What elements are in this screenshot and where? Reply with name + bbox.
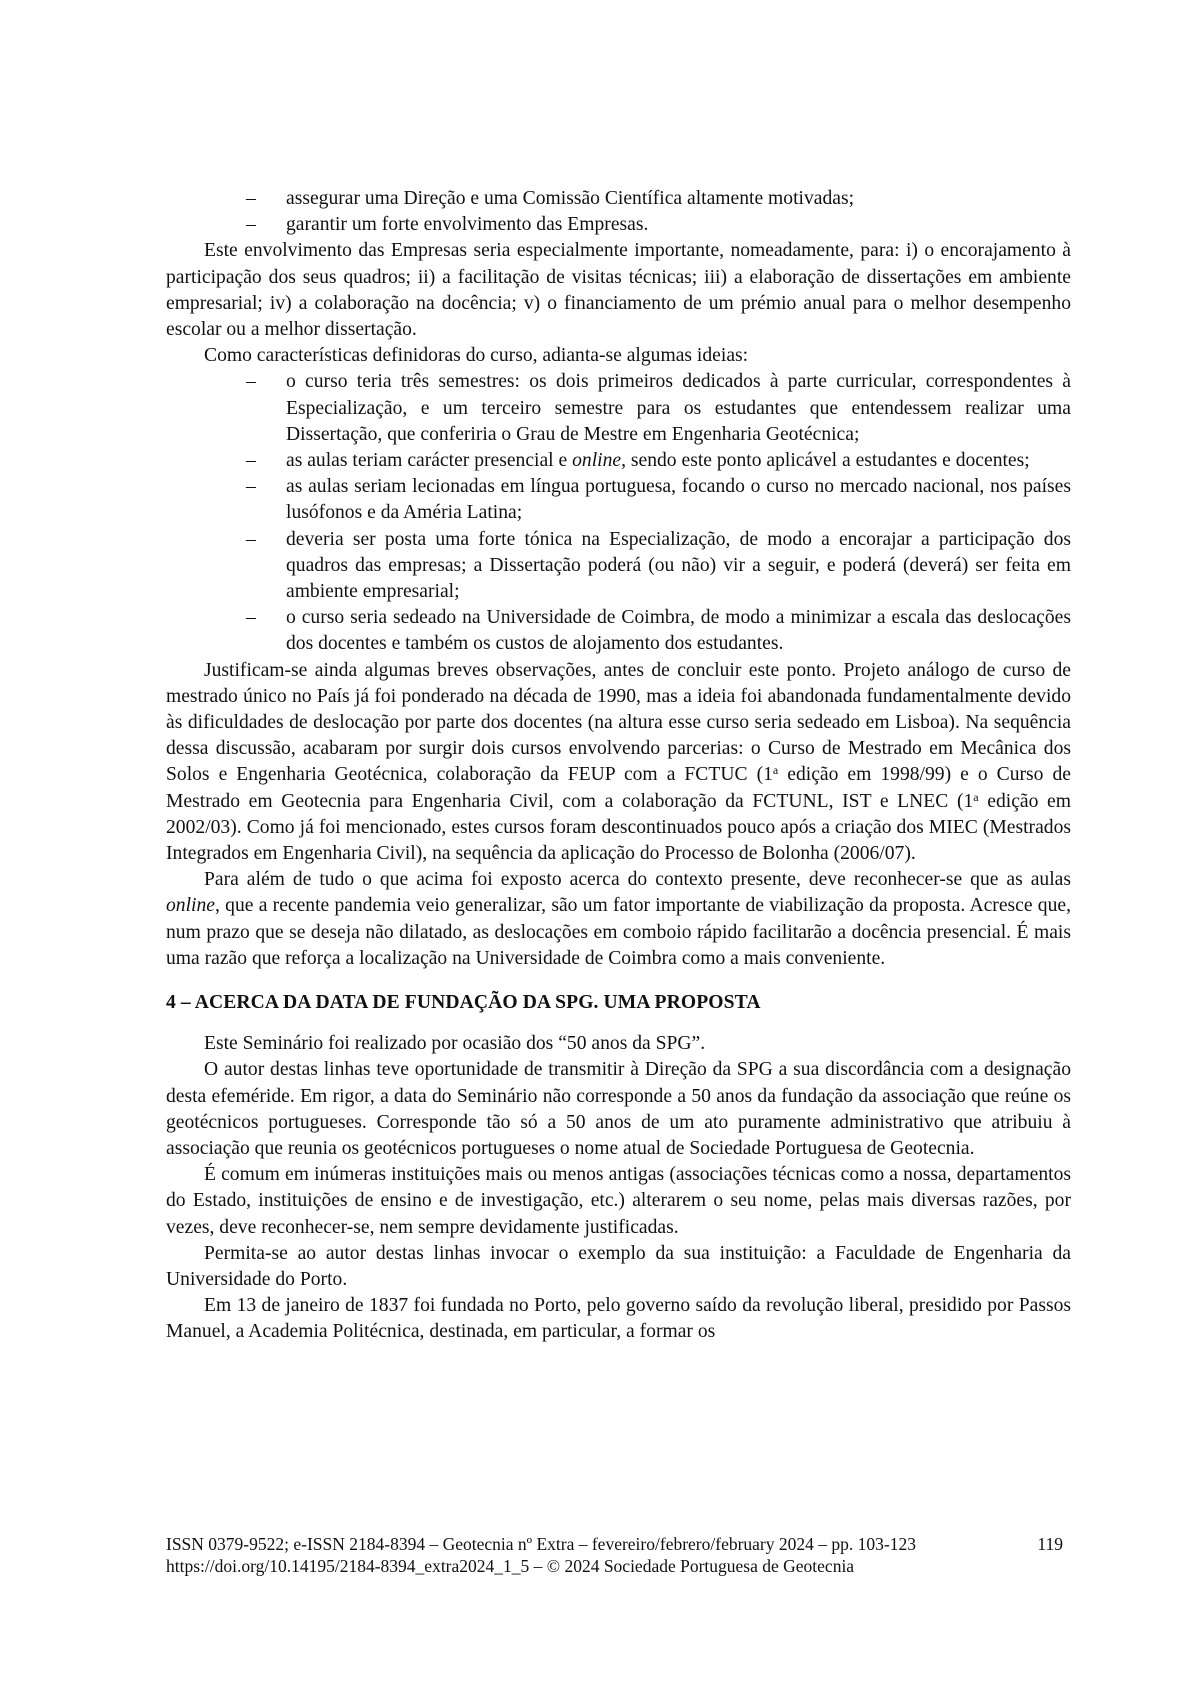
- course-bullet-list: [166, 369, 1071, 657]
- italic-term: online: [572, 450, 622, 472]
- text-part: , que a recente pandemia veio generalizar, são um fator importante de viabilização da proposta. Acresce que, num prazo que se deseja não dilatado, as deslocações em comboio rápido facilitarão a docência presencial. É mais uma razão que reforça a localização na Universidade de Coimbra como a mais conveniente.: [166, 895, 1071, 969]
- paragraph-caracteristicas: Como características definidoras do curso, adianta-se algumas ideias:: [204, 345, 749, 367]
- dash-bullet: –: [246, 371, 256, 393]
- list-item: [166, 186, 1071, 212]
- dash-bullet: –: [246, 214, 256, 236]
- list-item: [166, 212, 1071, 238]
- superscript: a: [772, 763, 779, 778]
- footer-issn: ISSN 0379-9522; e-ISSN 2184-8394 – Geotecnia nº Extra – fevereiro/febrero/february 2024 – pp. 103-123: [166, 1534, 916, 1554]
- paragraph-seminario: Este Seminário foi realizado por ocasião dos “50 anos da SPG”.: [204, 1033, 706, 1055]
- top-bullet-list: [166, 186, 1071, 238]
- bullet-text: as aulas seriam lecionadas em língua portuguesa, focando o curso no mercado nacional, nos países lusófonos e da Améria Latina;: [286, 476, 1071, 524]
- list-item: [166, 527, 1071, 606]
- bullet-text: deveria ser posta uma forte tónica na Especialização, de modo a encorajar a participação dos quadros das empresas; a Dissertação poderá (ou não) vir a seguir, e poderá (deverá) ser feita em ambiente empresarial;: [286, 528, 1071, 603]
- dash-bullet: –: [246, 607, 256, 629]
- paragraph-instituicoes: É comum em inúmeras instituições mais ou menos antigas (associações técnicas como a nossa, departamentos do Estado, instituições de ensino e de investigação, etc.) alterarem o seu nome, pelas mais diversas razões, por vezes, deve reconhecer-se, nem sempre devidamente justificadas.: [166, 1164, 1071, 1238]
- dash-bullet: –: [246, 528, 256, 550]
- list-item: [166, 605, 1071, 657]
- footer-doi: https://doi.org/10.14195/2184-8394_extra2024_1_5 – © 2024 Sociedade Portuguesa de Geotecnia: [166, 1556, 855, 1576]
- superscript: a: [973, 789, 979, 804]
- dash-bullet: –: [246, 188, 256, 209]
- page-body: [166, 186, 1071, 1346]
- text-part: edição em 1998/99) e o Curso de Mestrado em Geotecnia para Engenharia Civil, com a colaboração da FCTUNL, IST e LNEC (1: [166, 764, 1071, 812]
- text-part: edição em 2002/03). Como já foi mencionado, estes cursos foram descontinuados pouco após a criação dos MIEC (Mestrados Integrados em Engenharia Civil), na sequência da aplicação do Processo de Bolonha (2006/07).: [166, 790, 1071, 865]
- page-number: 119: [1037, 1534, 1063, 1554]
- bullet-text-part: , sendo este ponto aplicável a estudantes e docentes;: [621, 450, 1030, 472]
- paragraph-justificam: [166, 658, 1071, 868]
- page-footer: [166, 1533, 1071, 1577]
- list-item: [166, 448, 1071, 474]
- section-heading: 4 – ACERCA DA DATA DE FUNDAÇÃO DA SPG. UMA PROPOSTA: [166, 992, 761, 1014]
- list-item: [166, 369, 1071, 448]
- paragraph-empresas: Este envolvimento das Empresas seria especialmente importante, nomeadamente, para: i) o encorajamento à participação dos seus quadros; ii) a facilitação de visitas técnicas; iii) a elaboração de dissertações em ambiente empresarial; iv) a colaboração na docência; v) o financiamento de um prémio anual para o melhor desempenho escolar ou a melhor dissertação.: [166, 240, 1071, 341]
- text-part: Para além de tudo o que acima foi exposto acerca do contexto presente, deve reconhecer-se que as aulas: [204, 869, 1071, 891]
- dash-bullet: –: [246, 450, 256, 472]
- bullet-text: assegurar uma Direção e uma Comissão Científica altamente motivadas;: [286, 188, 855, 209]
- bullet-text: [286, 448, 1071, 474]
- paragraph-para-alem: [166, 867, 1071, 972]
- bullet-text: o curso seria sedeado na Universidade de Coimbra, de modo a minimizar a escala das deslocações dos docentes e também os custos de alojamento dos estudantes.: [286, 607, 1071, 655]
- dash-bullet: –: [246, 476, 256, 498]
- bullet-text: garantir um forte envolvimento das Empresas.: [286, 214, 649, 236]
- paragraph-exemplo: Permita-se ao autor destas linhas invocar o exemplo da sua instituição: a Faculdade de Engenharia da Universidade do Porto.: [166, 1242, 1071, 1290]
- italic-term: online: [166, 895, 215, 917]
- bullet-text-part: as aulas teriam carácter presencial e: [286, 450, 573, 472]
- paragraph-1837: Em 13 de janeiro de 1837 foi fundada no Porto, pelo governo saído da revolução liberal, presidido por Passos Manuel, a Academia Politécnica, destinada, em particular, a formar os: [166, 1295, 1071, 1343]
- paragraph-autor: O autor destas linhas teve oportunidade de transmitir à Direção da SPG a sua discordância com a designação desta efeméride. Em rigor, a data do Seminário não corresponde a 50 anos da fundação da associação que reúne os geotécnicos portugueses. Corresponde tão só a 50 anos de um ato puramente administrativo que atribuiu à associação que reunia os geotécnicos portugueses o nome atual de Sociedade Portuguesa de Geotecnia.: [166, 1059, 1071, 1159]
- bullet-text: o curso teria três semestres: os dois primeiros dedicados à parte curricular, correspondentes à Especialização, e um terceiro semestre para os estudantes que entendessem realizar uma Dissertação, que conferiria o Grau de Mestre em Engenharia Geotécnica;: [286, 371, 1071, 445]
- text-part: Justificam-se ainda algumas breves observações, antes de concluir este ponto. Projeto análogo de curso de mestrado único no País já foi ponderado na década de 1990, mas a ideia foi abandonada fundamentalmente devido às dificuldades de deslocação por parte dos docentes (na altura esse curso seria sedeado em Lisboa). Na sequência dessa discussão, acabaram por surgir dois cursos envolvendo parcerias: o Curso de Mestrado em Mecânica dos Solos e Engenharia Geotécnica, colaboração da FEUP com a FCTUC (1: [166, 659, 1071, 786]
- list-item: [166, 474, 1071, 526]
